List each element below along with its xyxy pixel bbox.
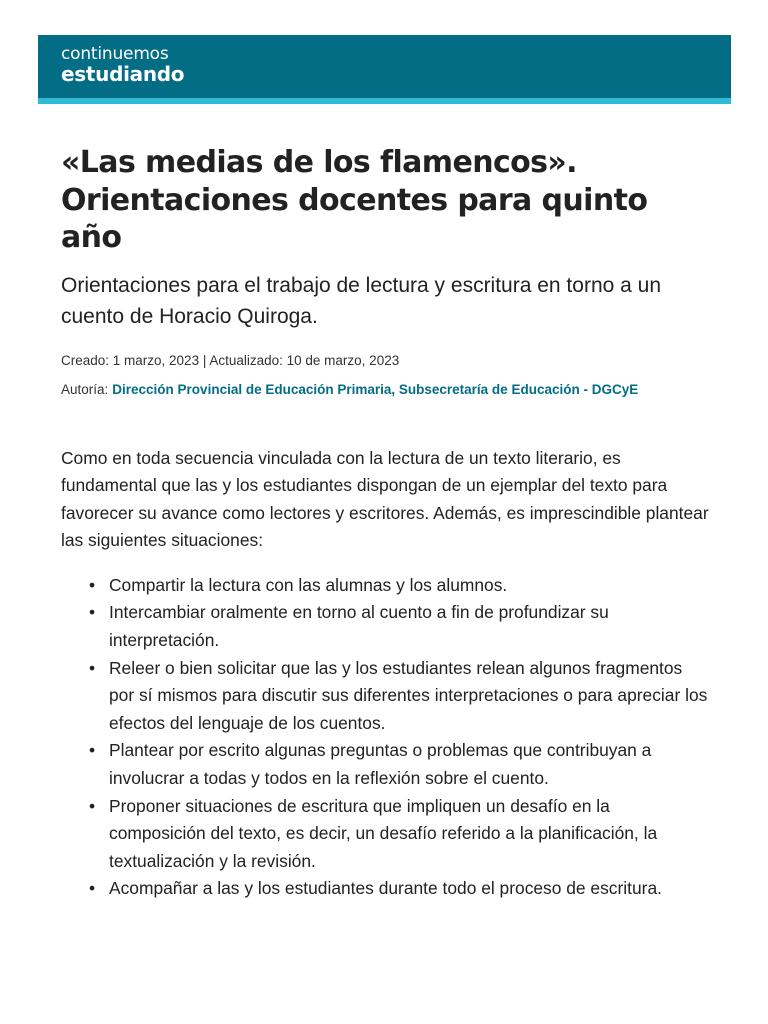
author-label: Autoría: [61, 381, 109, 397]
site-header [38, 35, 731, 104]
article-content [61, 144, 711, 903]
article-intro: Como en toda secuencia vinculada con la lectura de un texto literario, es fundamental que las y los estudiantes dispongan de un ejemplar del texto para favorecer su avance como lectores y escritores. Además, es imprescindible plantear las siguientes situaciones: [61, 447, 709, 551]
list-item-text: Acompañar a las y los estudiantes durante todo el proceso de escritura. [109, 878, 662, 899]
bullet-icon: • [89, 574, 96, 595]
brand-bottom-text: estudiando [61, 62, 185, 86]
article-subtitle: Orientaciones para el trabajo de lectura y escritura en torno a un cuento de Horacio Quiroga. [61, 273, 662, 328]
bullet-icon: • [89, 657, 96, 678]
list-item [89, 572, 711, 600]
list-item [89, 875, 711, 903]
list-item [89, 737, 711, 792]
list-item [89, 655, 711, 738]
list-item-text: Releer o bien solicitar que las y los estudiantes relean algunos fragmentos por sí mismos para discutir sus diferentes interpretaciones o para apreciar los efectos del lenguaje de los cuentos. [109, 657, 708, 733]
article-author [61, 382, 711, 398]
article-dates: Creado: 1 marzo, 2023 | Actualizado: 10 de marzo, 2023 [61, 352, 400, 368]
bullet-icon: • [89, 602, 96, 623]
list-item-text: Proponer situaciones de escritura que impliquen un desafío en la composición del texto, es decir, un desafío referido a la planificación, la textualización y la revisión. [109, 795, 658, 871]
site-logo-link[interactable] [61, 46, 184, 84]
list-item [89, 599, 711, 654]
bullet-icon: • [89, 795, 96, 816]
list-item-text: Compartir la lectura con las alumnas y los alumnos. [109, 574, 508, 595]
brand-top-text: continuemos [61, 44, 169, 64]
list-item [89, 793, 711, 876]
bullet-icon: • [89, 740, 96, 761]
list-item-text: Intercambiar oralmente en torno al cuento a fin de profundizar su interpretación. [109, 602, 609, 651]
article-title: «Las medias de los flamencos». Orientaciones docentes para quinto año [61, 145, 648, 255]
bullet-icon: • [89, 878, 96, 899]
list-item-text: Plantear por escrito algunas preguntas o problemas que contribuyan a involucrar a todas y todos en la reflexión sobre el cuento. [109, 740, 652, 789]
situations-list [61, 572, 711, 903]
author-link[interactable]: Dirección Provincial de Educación Primaria, Subsecretaría de Educación - DGCyE [112, 381, 639, 397]
